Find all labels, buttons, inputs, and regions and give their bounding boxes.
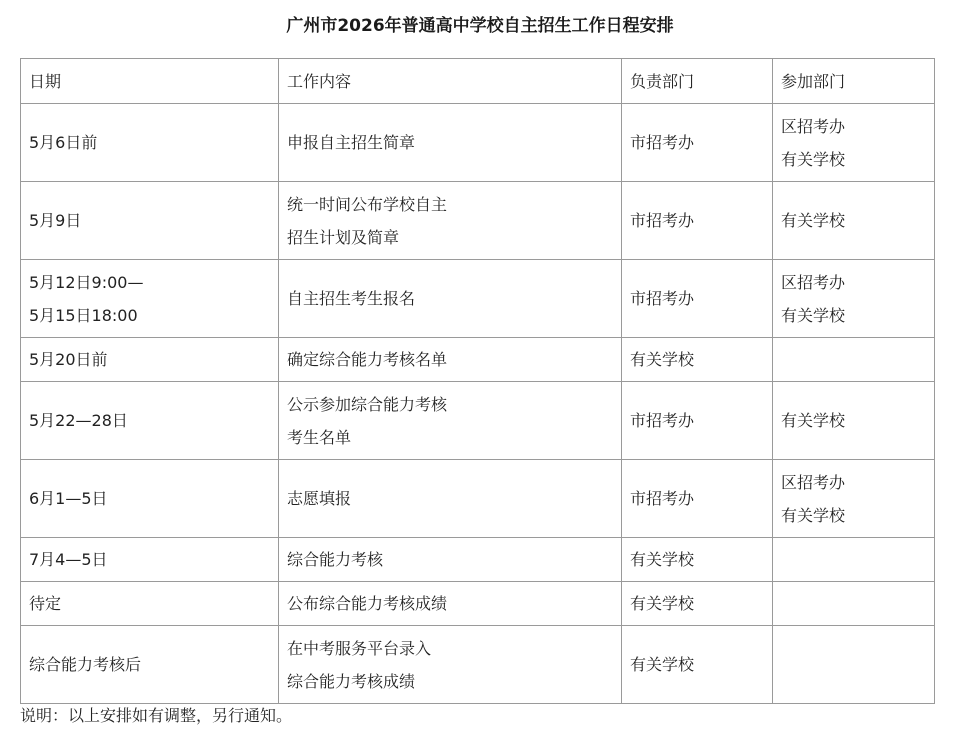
cell-content: [279, 182, 622, 260]
cell-responsible: [622, 460, 773, 538]
cell-text: 5月15日18:00: [29, 305, 138, 325]
cell-participants: [773, 626, 935, 704]
cell-content: [279, 582, 622, 626]
table-row: [21, 382, 935, 460]
cell-date: [21, 260, 279, 338]
cell-text: 区招考办: [781, 472, 846, 492]
cell-content: [279, 460, 622, 538]
cell-content: [279, 626, 622, 704]
header-participants: 参加部门: [773, 59, 935, 104]
cell-responsible: [622, 338, 773, 382]
footnote: 说明：以上安排如有调整，另行通知。: [20, 706, 293, 725]
cell-text: 6月1—5日: [29, 489, 108, 508]
cell-text: 5月6日前: [29, 133, 98, 152]
cell-participants: [773, 338, 935, 382]
table-row: [21, 260, 935, 338]
cell-text: 有关学校: [781, 211, 846, 230]
cell-text: 公布综合能力考核成绩: [287, 594, 448, 613]
cell-responsible: [622, 260, 773, 338]
cell-responsible: [622, 626, 773, 704]
header-date: 日期: [21, 59, 279, 104]
table-row: [21, 104, 935, 182]
cell-responsible: [622, 538, 773, 582]
cell-text: 区招考办: [781, 116, 846, 136]
cell-text: 有关学校: [781, 505, 846, 525]
cell-date: [21, 460, 279, 538]
cell-text: 有关学校: [781, 149, 846, 169]
table-header-row: [21, 59, 935, 104]
cell-text: 自主招生考生报名: [287, 289, 416, 308]
cell-text: 有关学校: [781, 411, 846, 430]
cell-participants: [773, 260, 935, 338]
cell-text: 5月12日9:00—: [29, 272, 144, 292]
cell-content: [279, 104, 622, 182]
schedule-table: [20, 58, 935, 704]
cell-participants: [773, 538, 935, 582]
cell-text: 有关学校: [630, 655, 695, 674]
cell-text: 招生计划及简章: [287, 227, 400, 247]
table-row: [21, 338, 935, 382]
cell-text: 志愿填报: [287, 489, 352, 508]
header-content: 工作内容: [279, 59, 622, 104]
cell-responsible: [622, 382, 773, 460]
table-row: [21, 182, 935, 260]
cell-content: [279, 338, 622, 382]
cell-text: 5月20日前: [29, 350, 108, 369]
cell-text: 5月9日: [29, 211, 82, 230]
cell-responsible: [622, 182, 773, 260]
cell-date: [21, 382, 279, 460]
cell-participants: [773, 460, 935, 538]
cell-text: 公示参加综合能力考核: [287, 394, 448, 414]
page-title: 广州市2026年普通高中学校自主招生工作日程安排: [286, 16, 674, 36]
cell-date: [21, 626, 279, 704]
cell-responsible: [622, 104, 773, 182]
table-row: [21, 626, 935, 704]
cell-text: 确定综合能力考核名单: [287, 350, 448, 369]
cell-participants: [773, 182, 935, 260]
cell-date: [21, 338, 279, 382]
cell-text: 市招考办: [630, 289, 695, 308]
cell-participants: [773, 382, 935, 460]
cell-text: 市招考办: [630, 411, 695, 430]
table-row: [21, 460, 935, 538]
cell-content: [279, 382, 622, 460]
cell-text: 有关学校: [781, 305, 846, 325]
cell-text: 市招考办: [630, 489, 695, 508]
cell-text: 有关学校: [630, 350, 695, 369]
table-row: [21, 582, 935, 626]
cell-text: 有关学校: [630, 550, 695, 569]
cell-text: 有关学校: [630, 594, 695, 613]
cell-text: 综合能力考核成绩: [287, 671, 416, 691]
cell-text: 市招考办: [630, 133, 695, 152]
cell-text: 申报自主招生简章: [287, 133, 416, 152]
cell-text: 7月4—5日: [29, 550, 108, 569]
cell-text: 综合能力考核: [287, 550, 384, 569]
cell-responsible: [622, 582, 773, 626]
cell-text: 待定: [29, 594, 62, 613]
cell-date: [21, 104, 279, 182]
cell-text: 统一时间公布学校自主: [287, 194, 448, 214]
header-responsible: 负责部门: [622, 59, 773, 104]
table-body: [21, 104, 935, 704]
cell-text: 综合能力考核后: [29, 655, 142, 674]
cell-text: 5月22—28日: [29, 411, 128, 430]
cell-participants: [773, 582, 935, 626]
cell-date: [21, 582, 279, 626]
cell-text: 区招考办: [781, 272, 846, 292]
cell-content: [279, 260, 622, 338]
table-row: [21, 538, 935, 582]
cell-text: 市招考办: [630, 211, 695, 230]
cell-date: [21, 538, 279, 582]
cell-text: 考生名单: [287, 427, 352, 447]
cell-content: [279, 538, 622, 582]
cell-text: 在中考服务平台录入: [287, 638, 432, 658]
cell-participants: [773, 104, 935, 182]
cell-date: [21, 182, 279, 260]
